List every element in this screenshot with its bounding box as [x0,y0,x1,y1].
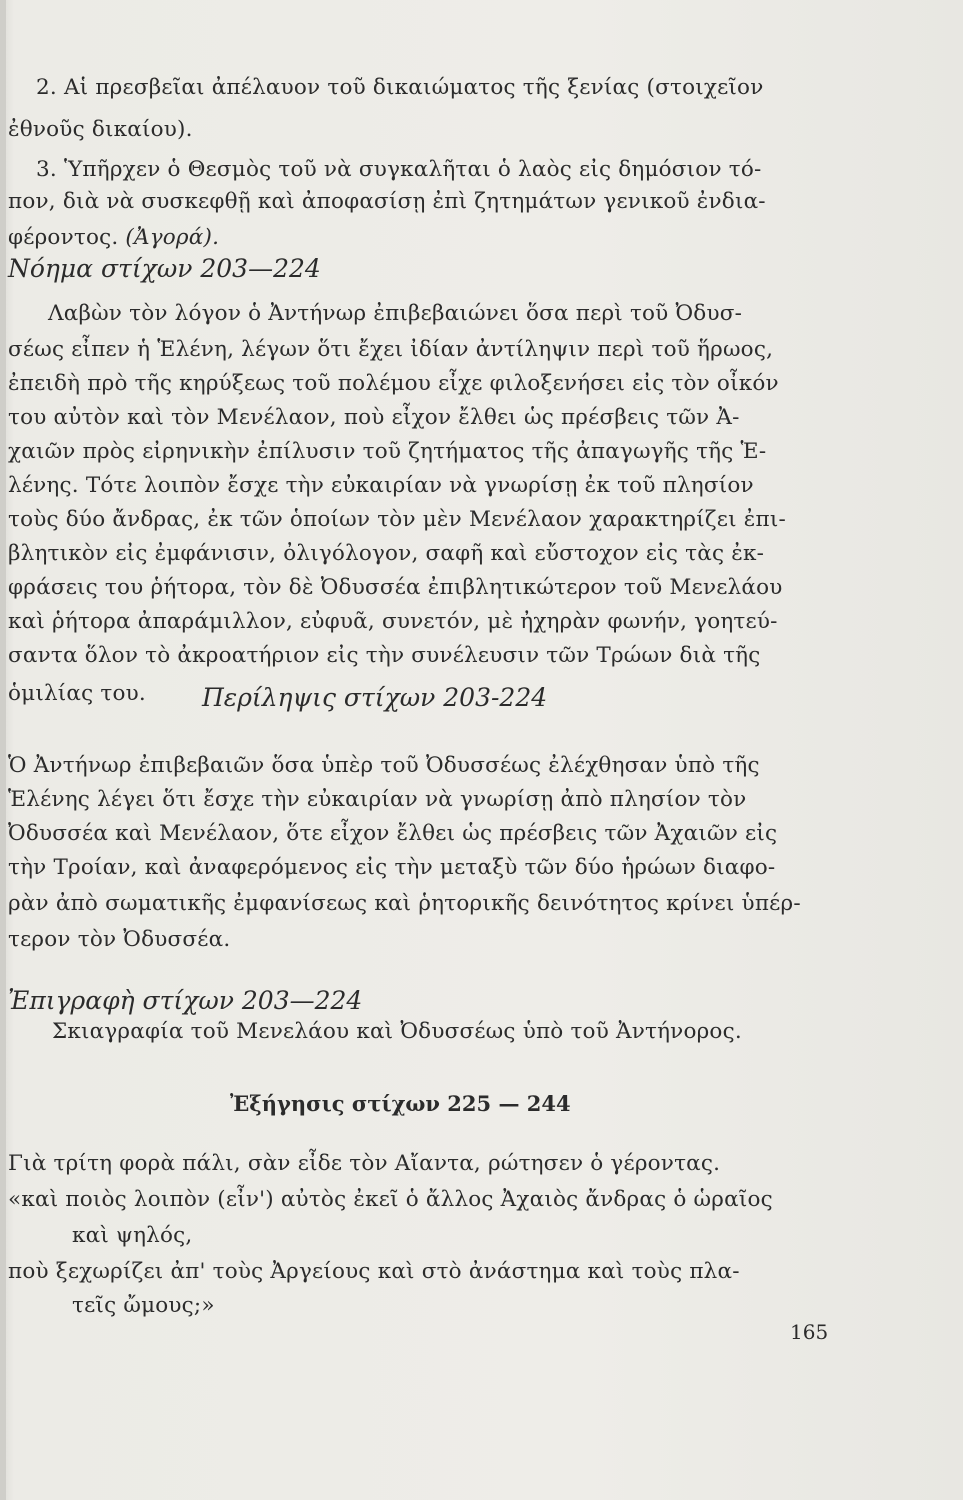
text-line: λένης. Τότε λοιπὸν ἔσχε τὴν εὐκαιρίαν νὰ γνωρίσῃ ἐκ τοῦ πλησίον [8,473,754,498]
section-heading-noima: Νόημα στίχων 203—224 [8,254,321,283]
text-line: χαιῶν πρὸς εἰρηνικὴν ἐπίλυσιν τοῦ ζητήματος τῆς ἀπαγωγῆς τῆς Ἑ- [8,439,767,464]
text-line: 3. Ὑπῆρχεν ὁ Θεσμὸς τοῦ νὰ συγκαλῆται ὁ λαὸς εἰς δημόσιον τό- [36,157,762,182]
text-line: σαντα ὅλον τὸ ἀκροατήριον εἰς τὴν συνέλευσιν τῶν Τρώων διὰ τῆς [8,643,761,668]
text-line [8,224,219,252]
text-line: βλητικὸν εἰς ἐμφάνισιν, ὀλιγόλογον, σαφῆ καὶ εὔστοχον εἰς τὰς ἐκ- [8,541,765,566]
section-heading-perilipsis: Περίληψις στίχων 203-224 [202,683,548,712]
text-line: 2. Αἱ πρεσβεῖαι ἀπέλαυον τοῦ δικαιώματος τῆς ξενίας (στοιχεῖον [36,75,764,100]
text-line: ρὰν ἀπὸ σωματικῆς ἐμφανίσεως καὶ ῥητορικῆς δεινότητος κρίνει ὑπέρ- [8,891,801,916]
agora-label: (Ἀγορά). [125,225,220,250]
text-line: σέως εἶπεν ἡ Ἑλένη, λέγων ὅτι ἔχει ἰδίαν ἀντίληψιν περὶ τοῦ ἥρωος, [8,337,774,362]
poem-line: «καὶ ποιὸς λοιπὸν (εἶν') αὐτὸς ἐκεῖ ὁ ἄλλος Ἀχαιὸς ἄνδρας ὁ ὡραῖος [8,1187,773,1212]
text-line: τοὺς δύο ἄνδρας, ἐκ τῶν ὁποίων τὸν μὲν Μενέλαον χαρακτηρίζει ἐπι- [8,507,786,532]
text-line: τερον τὸν Ὀδυσσέα. [8,927,231,952]
text-line: Λαβὼν τὸν λόγον ὁ Ἀντήνωρ ἐπιβεβαιώνει ὅσα περὶ τοῦ Ὀδυσ- [48,301,743,326]
epigrafi-text: Σκιαγραφία τοῦ Μενελάου καὶ Ὀδυσσέως ὑπὸ τοῦ Ἀντήνορος. [52,1019,742,1044]
text-line: ἐπειδὴ πρὸ τῆς κηρύξεως τοῦ πολέμου εἶχε φιλοξενήσει εἰς τὸν οἶκόν [8,371,779,396]
text-line: ἐθνοῦς δικαίου). [8,117,193,142]
poem-line: Γιὰ τρίτη φορὰ πάλι, σὰν εἶδε τὸν Αἴαντα, ρώτησεν ὁ γέροντας. [8,1151,721,1176]
text-line: τὴν Τροίαν, καὶ ἀναφερόμενος εἰς τὴν μεταξὺ τῶν δύο ἡρώων διαφο- [8,855,776,880]
text-line: του αὐτὸν καὶ τὸν Μενέλαον, ποὺ εἶχον ἔλθει ὡς πρέσβεις τῶν Ἀ- [8,405,740,430]
section-heading-epigrafi: Ἐπιγραφὴ στίχων 203—224 [8,986,363,1015]
page-binding-shadow [0,0,6,1500]
poem-line: ποὺ ξεχωρίζει ἀπ' τοὺς Ἀργείους καὶ στὸ ἀνάστημα καὶ τοὺς πλα- [8,1259,740,1284]
section-heading-exigisis: Ἐξήγησις στίχων 225 — 244 [230,1091,571,1116]
text-line: Ὁ Ἀντήνωρ ἐπιβεβαιῶν ὅσα ὑπὲρ τοῦ Ὀδυσσέως ἐλέχθησαν ὑπὸ τῆς [8,753,760,778]
text-line: Ὀδυσσέα καὶ Μενέλαον, ὅτε εἶχον ἔλθει ὡς πρέσβεις τῶν Ἀχαιῶν εἰς [8,821,778,846]
text-line: καὶ ῥήτορα ἀπαράμιλλον, εὐφυᾶ, συνετόν, μὲ ἠχηρὰν φωνήν, γοητεύ- [8,609,778,634]
text-line: Ἑλένης λέγει ὅτι ἔσχε τὴν εὐκαιρίαν νὰ γνωρίσῃ ἀπὸ πλησίον τὸν [8,787,747,812]
poem-line: τεῖς ὤμους;» [72,1293,215,1318]
page-number: 165 [790,1320,829,1344]
text-line: πον, διὰ νὰ συσκεφθῇ καὶ ἀποφασίσῃ ἐπὶ ζητημάτων γενικοῦ ἐνδια- [8,189,766,214]
text-line: φράσεις του ῥήτορα, τὸν δὲ Ὀδυσσέα ἐπιβλητικώτερον τοῦ Μενελάου [8,575,783,600]
text-segment: φέροντος. [8,225,119,250]
text-line: ὁμιλίας του. [8,681,146,706]
poem-line: καὶ ψηλός, [72,1223,193,1248]
